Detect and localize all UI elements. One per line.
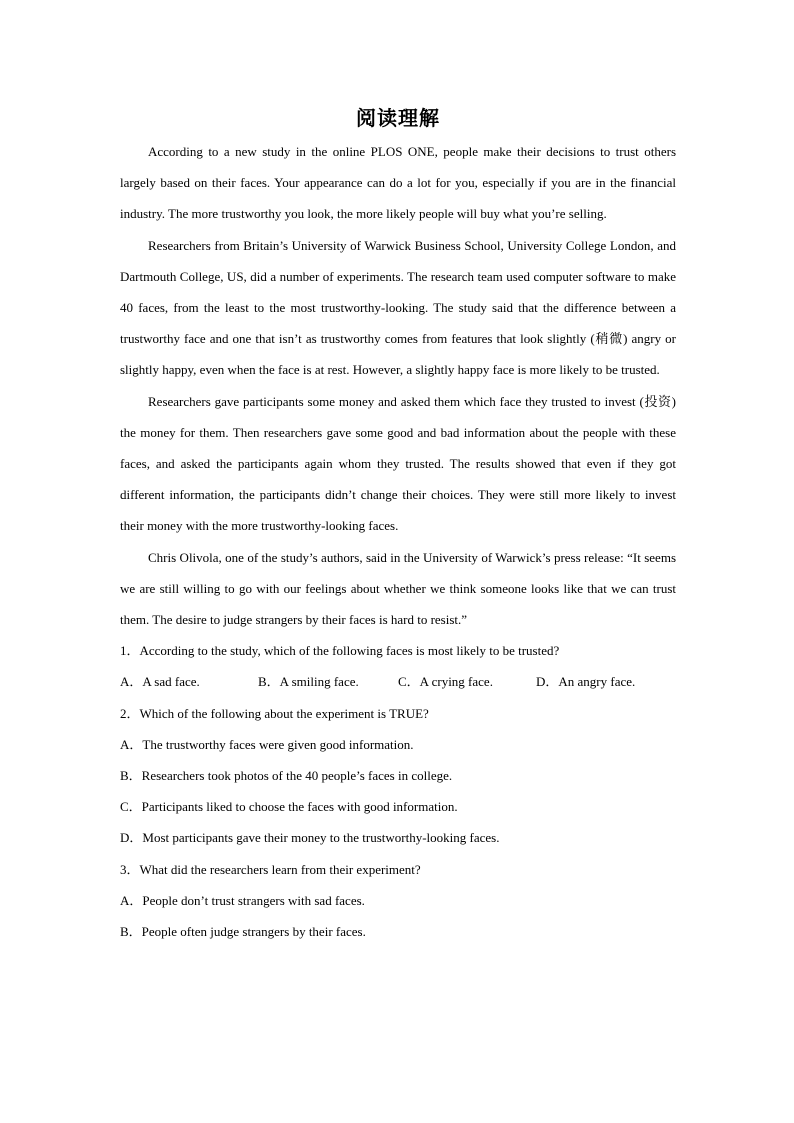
option-d: D．An angry face. xyxy=(536,674,636,690)
question-stem: 3．What did the researchers learn from their experiment? xyxy=(120,861,421,877)
question-stem: 2．Which of the following about the experiment is TRUE? xyxy=(120,705,429,721)
document-page xyxy=(120,100,676,947)
option-c: C．A crying face. xyxy=(398,674,493,690)
question-stem: 1．According to the study, which of the following faces is most likely to be trusted? xyxy=(120,643,560,659)
option-b: B．A smiling face. xyxy=(258,674,359,690)
option-b: B．Researchers took photos of the 40 people’s faces in college. xyxy=(120,768,453,784)
passage-paragraph-2: Researchers from Britain’s University of Warwick Business School, University College London, and Dartmouth College, US, did a number of experiments. The research team used computer software to make 40 faces, from the least to the most trustworthy-looking. The study said that the difference between a trustworthy face and one that isn’t as trustworthy comes from features that look slightly (稍微) angry or slightly happy, even when the face is at rest. However, a slightly happy face is more likely to be trusted. xyxy=(120,237,676,378)
question-options xyxy=(120,666,676,697)
option-d: D．Most participants gave their money to the trustworthy-looking faces. xyxy=(120,830,500,846)
question-1 xyxy=(120,635,676,697)
passage-paragraph-3: Researchers gave participants some money and asked them which face they trusted to invest (投资) the money for them. Then researchers gave some good and bad information about the people with these faces, and asked the participants again whom they trusted. The results showed that even if they got different information, the participants didn’t change their choices. They were still more likely to invest their money with the more trustworthy-looking faces. xyxy=(120,393,676,534)
option-a: A．People don’t trust strangers with sad faces. xyxy=(120,892,365,908)
question-2 xyxy=(120,698,676,854)
passage-paragraph-1: According to a new study in the online PLOS ONE, people make their decisions to trust others largely based on their faces. Your appearance can do a lot for you, especially if you are in the financial industry. The more trustworthy you look, the more likely people will buy what you’re selling. xyxy=(120,144,676,222)
passage-paragraph-4: Chris Olivola, one of the study’s authors, said in the University of Warwick’s press release: “It seems we are still willing to go with our feelings about whether we think someone looks like that we can trust them. The desire to judge strangers by their faces is hard to resist.” xyxy=(120,549,676,628)
option-c: C．Participants liked to choose the faces with good information. xyxy=(120,799,458,815)
document-title: 阅读理解 xyxy=(356,106,440,130)
option-a: A．A sad face. xyxy=(120,674,200,690)
option-a: A．The trustworthy faces were given good information. xyxy=(120,736,414,752)
option-b: B．People often judge strangers by their faces. xyxy=(120,924,366,940)
question-3 xyxy=(120,854,676,948)
